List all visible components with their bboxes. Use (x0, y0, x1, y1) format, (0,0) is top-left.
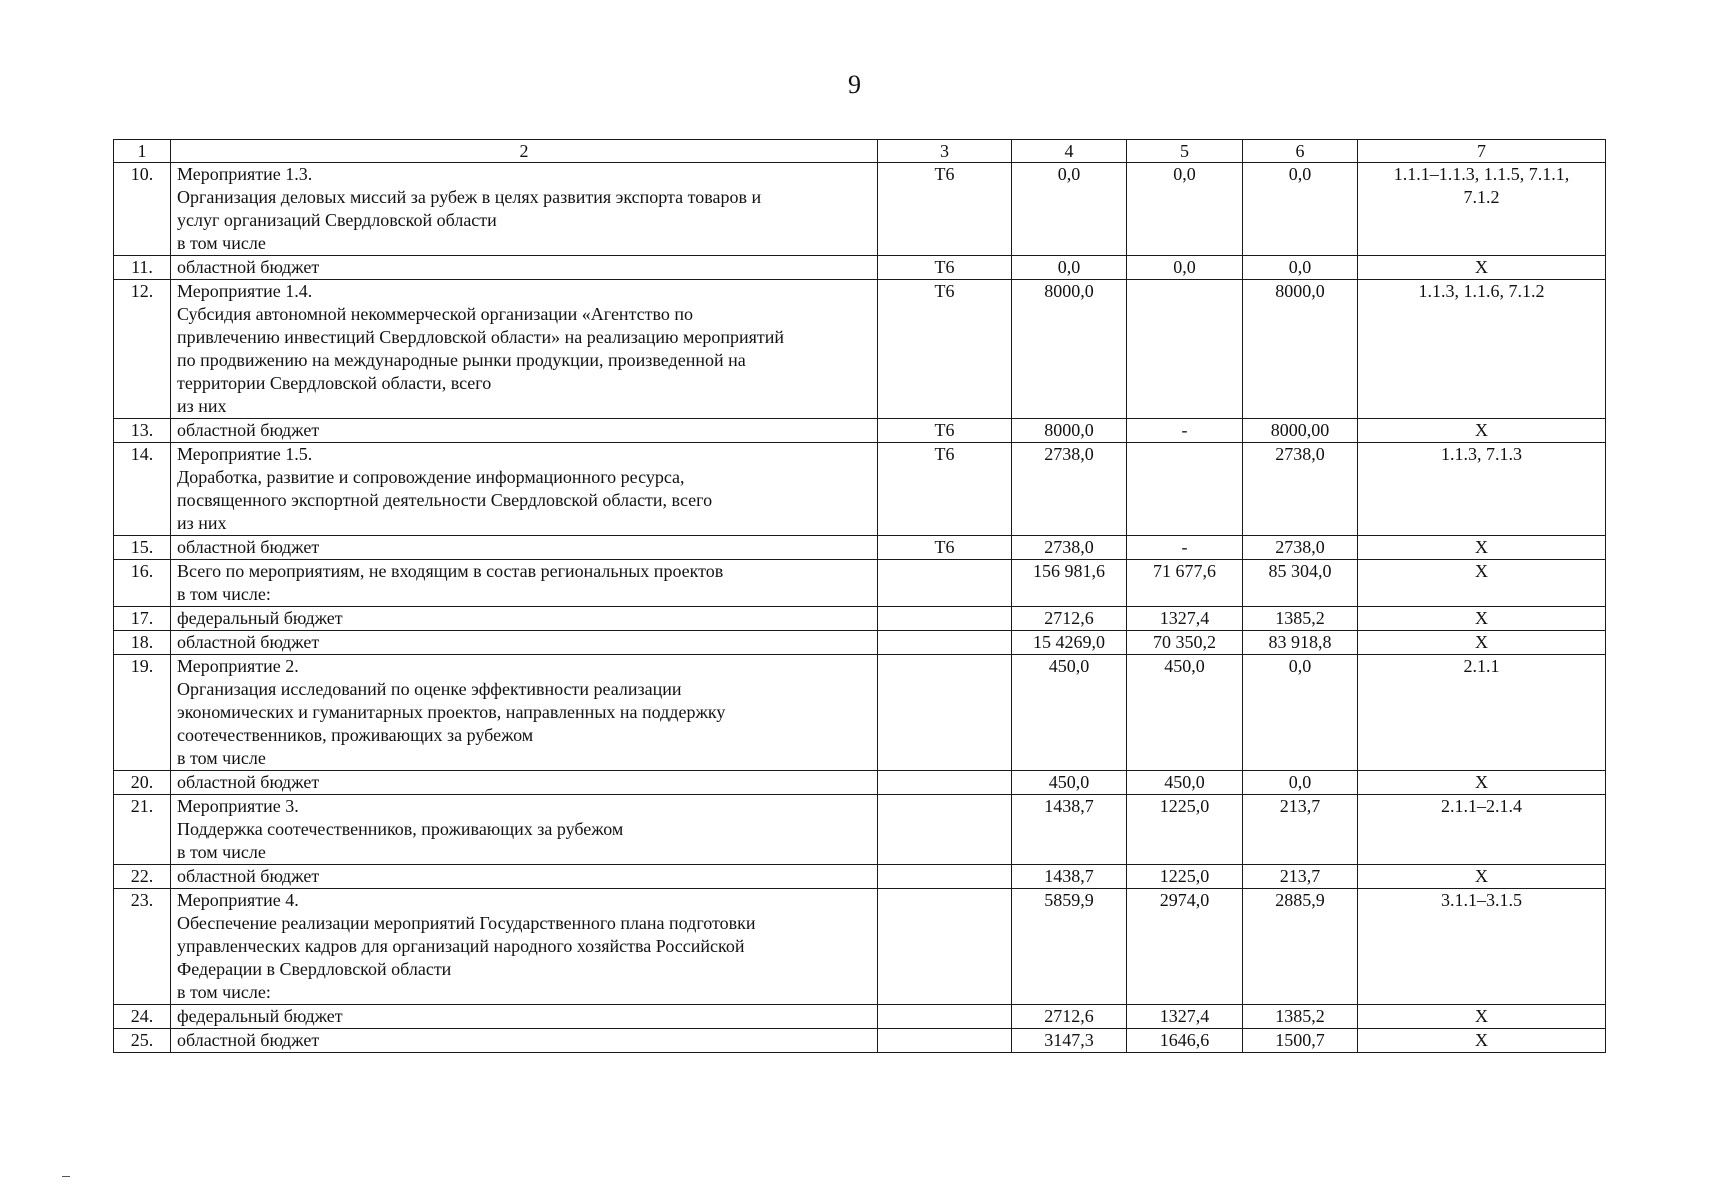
description-line: Всего по мероприятиям, не входящим в состав региональных проектов (177, 561, 724, 581)
amount-col-5: 70 350,2 (1127, 631, 1243, 655)
description-line: привлечению инвестиций Свердловской области» на реализацию мероприятий (177, 327, 785, 347)
description-line: Организация исследований по оценке эффективности реализации (177, 679, 682, 699)
description-line: областной бюджет (177, 420, 320, 440)
target-indicators (1358, 443, 1606, 536)
table-row (114, 443, 1606, 536)
row-description (171, 443, 878, 536)
description-line: федеральный бюджет (177, 608, 343, 628)
funding-source-code (878, 1005, 1012, 1029)
target-indicators (1358, 536, 1606, 560)
funding-source-code: Т6 (878, 419, 1012, 443)
row-description (171, 1029, 878, 1053)
target-line: 7.1.2 (1463, 187, 1500, 207)
description-line: Поддержка соотечественников, проживающих за рубежом (177, 819, 624, 839)
amount-col-6: 213,7 (1243, 865, 1358, 889)
row-number: 12. (114, 280, 171, 419)
row-number: 20. (114, 771, 171, 795)
table-row (114, 631, 1606, 655)
column-header: 4 (1012, 140, 1127, 163)
description-line: в том числе: (177, 584, 271, 604)
amount-col-5: 0,0 (1127, 163, 1243, 256)
description-line: Мероприятие 3. (177, 796, 299, 816)
row-description (171, 280, 878, 419)
amount-col-5: 450,0 (1127, 771, 1243, 795)
row-number: 18. (114, 631, 171, 655)
table-row (114, 536, 1606, 560)
row-number: 17. (114, 607, 171, 631)
target-line: 1.1.3, 7.1.3 (1441, 444, 1522, 464)
amount-col-5: 1225,0 (1127, 865, 1243, 889)
target-line: Х (1475, 537, 1488, 557)
target-line: Х (1475, 866, 1488, 886)
funding-source-code (878, 655, 1012, 771)
row-description (171, 865, 878, 889)
target-line: 2.1.1–2.1.4 (1441, 796, 1522, 816)
total-amount: 8000,0 (1012, 280, 1127, 419)
amount-col-6: 1385,2 (1243, 1005, 1358, 1029)
description-line: Федерации в Свердловской области (177, 959, 452, 979)
funding-source-code (878, 1029, 1012, 1053)
amount-col-6: 1500,7 (1243, 1029, 1358, 1053)
target-line: Х (1475, 420, 1488, 440)
total-amount: 0,0 (1012, 163, 1127, 256)
total-amount: 2712,6 (1012, 607, 1127, 631)
amount-col-6: 2885,9 (1243, 889, 1358, 1005)
amount-col-5: - (1127, 419, 1243, 443)
row-number: 24. (114, 1005, 171, 1029)
row-description (171, 163, 878, 256)
total-amount: 15 4269,0 (1012, 631, 1127, 655)
target-line: 3.1.1–3.1.5 (1441, 890, 1522, 910)
description-line: услуг организаций Свердловской области (177, 210, 497, 230)
amount-col-5 (1127, 280, 1243, 419)
table-row (114, 280, 1606, 419)
page-edge-mark (62, 1176, 70, 1177)
amount-col-6: 2738,0 (1243, 536, 1358, 560)
total-amount: 0,0 (1012, 256, 1127, 280)
page-number: 9 (848, 70, 861, 99)
row-description (171, 256, 878, 280)
amount-col-6: 85 304,0 (1243, 560, 1358, 607)
funding-source-code (878, 865, 1012, 889)
budget-table (113, 139, 1606, 1053)
amount-col-6: 8000,00 (1243, 419, 1358, 443)
target-indicators (1358, 560, 1606, 607)
row-description (171, 536, 878, 560)
target-line: Х (1475, 561, 1488, 581)
table-row (114, 655, 1606, 771)
target-line: Х (1475, 1006, 1488, 1026)
description-line: областной бюджет (177, 537, 320, 557)
description-line: Мероприятие 1.3. (177, 164, 313, 184)
row-number: 15. (114, 536, 171, 560)
total-amount: 2738,0 (1012, 443, 1127, 536)
row-number: 16. (114, 560, 171, 607)
amount-col-5: 1646,6 (1127, 1029, 1243, 1053)
table-row (114, 889, 1606, 1005)
target-indicators (1358, 419, 1606, 443)
target-line: 1.1.3, 1.1.6, 7.1.2 (1418, 281, 1545, 301)
funding-source-code (878, 795, 1012, 865)
amount-col-5: 1327,4 (1127, 1005, 1243, 1029)
target-line: Х (1475, 1030, 1488, 1050)
total-amount: 156 981,6 (1012, 560, 1127, 607)
total-amount: 1438,7 (1012, 865, 1127, 889)
row-description (171, 889, 878, 1005)
target-indicators (1358, 655, 1606, 771)
description-line: в том числе (177, 842, 266, 862)
funding-source-code: Т6 (878, 280, 1012, 419)
description-line: областной бюджет (177, 1030, 320, 1050)
funding-source-code (878, 771, 1012, 795)
target-indicators (1358, 771, 1606, 795)
target-line: Х (1475, 257, 1488, 277)
table-row (114, 419, 1606, 443)
description-line: Мероприятие 4. (177, 890, 299, 910)
column-header: 3 (878, 140, 1012, 163)
amount-col-6: 0,0 (1243, 655, 1358, 771)
description-line: из них (177, 513, 227, 533)
target-indicators (1358, 889, 1606, 1005)
amount-col-6: 2738,0 (1243, 443, 1358, 536)
row-number: 10. (114, 163, 171, 256)
description-line: федеральный бюджет (177, 1006, 343, 1026)
description-line: экономических и гуманитарных проектов, направленных на поддержку (177, 702, 726, 722)
amount-col-5: 0,0 (1127, 256, 1243, 280)
total-amount: 3147,3 (1012, 1029, 1127, 1053)
table-row (114, 163, 1606, 256)
amount-col-6: 0,0 (1243, 163, 1358, 256)
description-line: территории Свердловской области, всего (177, 373, 492, 393)
target-line: 1.1.1–1.1.3, 1.1.5, 7.1.1, (1393, 164, 1570, 184)
amount-col-5: 1327,4 (1127, 607, 1243, 631)
table-row (114, 795, 1606, 865)
column-header: 5 (1127, 140, 1243, 163)
description-line: областной бюджет (177, 866, 320, 886)
description-line: Субсидия автономной некоммерческой организации «Агентство по (177, 304, 694, 324)
total-amount: 2738,0 (1012, 536, 1127, 560)
amount-col-6: 213,7 (1243, 795, 1358, 865)
table-row (114, 771, 1606, 795)
table-row (114, 560, 1606, 607)
amount-col-5: 1225,0 (1127, 795, 1243, 865)
column-header: 7 (1358, 140, 1606, 163)
funding-source-code: Т6 (878, 443, 1012, 536)
row-number: 22. (114, 865, 171, 889)
description-line: областной бюджет (177, 257, 320, 277)
description-line: из них (177, 396, 227, 416)
table-body (114, 140, 1606, 1053)
description-line: посвященного экспортной деятельности Свердловской области, всего (177, 490, 713, 510)
amount-col-6: 8000,0 (1243, 280, 1358, 419)
amount-col-6: 0,0 (1243, 771, 1358, 795)
funding-source-code (878, 889, 1012, 1005)
target-indicators (1358, 256, 1606, 280)
target-line: Х (1475, 632, 1488, 652)
table-row (114, 865, 1606, 889)
row-number: 23. (114, 889, 171, 1005)
description-line: Доработка, развитие и сопровождение информационного ресурса, (177, 467, 685, 487)
target-line: 2.1.1 (1463, 656, 1500, 676)
table-row (114, 256, 1606, 280)
funding-source-code: Т6 (878, 256, 1012, 280)
target-indicators (1358, 631, 1606, 655)
table-row (114, 1029, 1606, 1053)
target-indicators (1358, 865, 1606, 889)
row-description (171, 560, 878, 607)
target-line: Х (1475, 772, 1488, 792)
description-line: Мероприятие 1.4. (177, 281, 313, 301)
description-line: Организация деловых миссий за рубеж в целях развития экспорта товаров и (177, 187, 762, 207)
header-row (114, 140, 1606, 163)
amount-col-5: - (1127, 536, 1243, 560)
amount-col-6: 0,0 (1243, 256, 1358, 280)
amount-col-5: 2974,0 (1127, 889, 1243, 1005)
amount-col-5: 71 677,6 (1127, 560, 1243, 607)
row-description (171, 771, 878, 795)
table-row (114, 607, 1606, 631)
target-indicators (1358, 1029, 1606, 1053)
funding-source-code: Т6 (878, 536, 1012, 560)
description-line: соотечественников, проживающих за рубежом (177, 725, 534, 745)
funding-source-code (878, 560, 1012, 607)
total-amount: 1438,7 (1012, 795, 1127, 865)
row-number: 25. (114, 1029, 171, 1053)
row-number: 19. (114, 655, 171, 771)
target-indicators (1358, 607, 1606, 631)
column-header: 2 (171, 140, 878, 163)
description-line: Обеспечение реализации мероприятий Государственного плана подготовки (177, 913, 756, 933)
total-amount: 450,0 (1012, 655, 1127, 771)
row-number: 14. (114, 443, 171, 536)
target-indicators (1358, 1005, 1606, 1029)
row-description (171, 795, 878, 865)
funding-source-code: Т6 (878, 163, 1012, 256)
description-line: управленческих кадров для организаций народного хозяйства Российской (177, 936, 745, 956)
column-header: 6 (1243, 140, 1358, 163)
total-amount: 2712,6 (1012, 1005, 1127, 1029)
row-number: 13. (114, 419, 171, 443)
description-line: в том числе: (177, 982, 271, 1002)
row-number: 21. (114, 795, 171, 865)
amount-col-6: 1385,2 (1243, 607, 1358, 631)
description-line: по продвижению на международные рынки продукции, произведенной на (177, 350, 746, 370)
funding-source-code (878, 631, 1012, 655)
description-line: областной бюджет (177, 772, 320, 792)
table-row (114, 1005, 1606, 1029)
target-indicators (1358, 280, 1606, 419)
total-amount: 8000,0 (1012, 419, 1127, 443)
column-header: 1 (114, 140, 171, 163)
description-line: в том числе (177, 748, 266, 768)
row-description (171, 1005, 878, 1029)
row-description (171, 631, 878, 655)
description-line: в том числе (177, 233, 266, 253)
total-amount: 5859,9 (1012, 889, 1127, 1005)
amount-col-6: 83 918,8 (1243, 631, 1358, 655)
amount-col-5: 450,0 (1127, 655, 1243, 771)
description-line: Мероприятие 1.5. (177, 444, 313, 464)
row-description (171, 655, 878, 771)
row-description (171, 607, 878, 631)
row-number: 11. (114, 256, 171, 280)
amount-col-5 (1127, 443, 1243, 536)
target-line: Х (1475, 608, 1488, 628)
row-description (171, 419, 878, 443)
description-line: областной бюджет (177, 632, 320, 652)
funding-source-code (878, 607, 1012, 631)
target-indicators (1358, 163, 1606, 256)
target-indicators (1358, 795, 1606, 865)
total-amount: 450,0 (1012, 771, 1127, 795)
description-line: Мероприятие 2. (177, 656, 299, 676)
